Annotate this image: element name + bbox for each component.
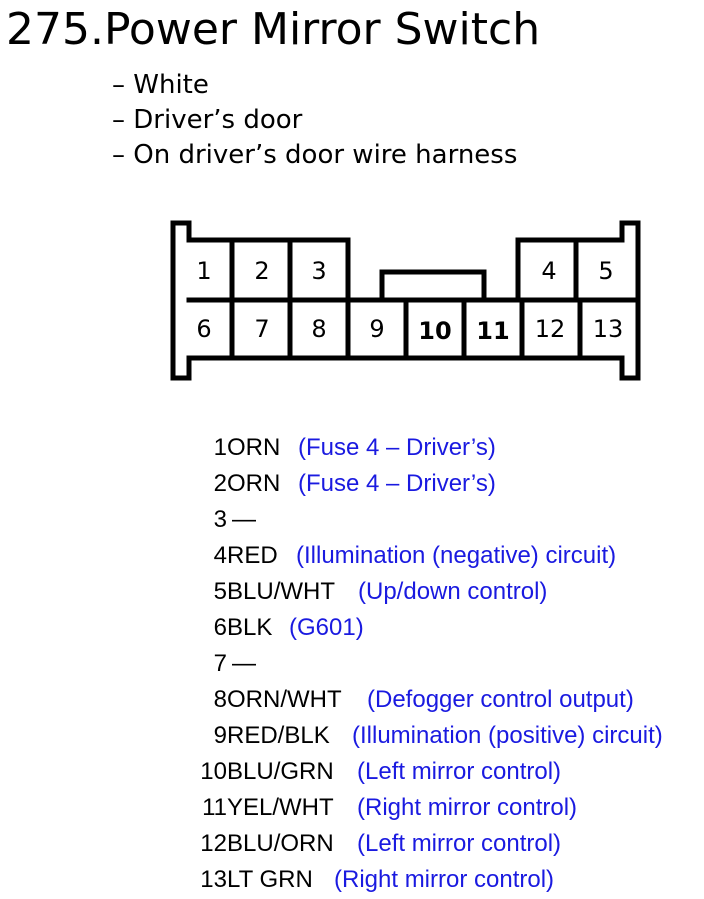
pin-number: 4	[213, 542, 227, 569]
pin-label-8: 8	[311, 315, 327, 343]
pin-wire-color: —	[232, 506, 256, 533]
pin-label-3: 3	[311, 257, 327, 285]
pin-wire-color: BLU/WHT	[227, 578, 335, 605]
pin-label-11: 11	[476, 317, 510, 345]
pin-wire-color: ORN	[227, 434, 281, 461]
pin-label-7: 7	[254, 315, 270, 343]
pin-wire-color: YEL/WHT	[227, 794, 334, 821]
pin-label-4: 4	[541, 257, 557, 285]
pin-row	[0, 682, 704, 718]
pin-wire-color: ORN/WHT	[227, 686, 342, 713]
pin-wire-color: LT GRN	[227, 866, 313, 893]
pin-description: (Illumination (positive) circuit)	[352, 722, 663, 749]
pin-label-1: 1	[196, 257, 212, 285]
detail-harness: – On driver’s door wire harness	[112, 140, 518, 170]
page-title: 275.Power Mirror Switch	[6, 4, 541, 55]
locking-tab	[382, 272, 484, 300]
pin-number: 3	[213, 506, 227, 533]
pin-description: (Defogger control output)	[367, 686, 634, 713]
pin-label-2: 2	[254, 257, 270, 285]
detail-location: – Driver’s door	[112, 105, 303, 135]
pin-number: 1	[213, 434, 227, 461]
pin-number: 11	[202, 794, 227, 821]
pin-description: (Right mirror control)	[357, 794, 578, 821]
pin-row	[0, 574, 704, 610]
connector-diagram	[0, 0, 704, 420]
pin-row	[0, 826, 704, 862]
pin-row	[0, 646, 704, 682]
pin-description: (Up/down control)	[358, 578, 548, 605]
pin-row	[0, 430, 704, 466]
pin-wire-color: ORN	[227, 470, 281, 497]
pin-wire-color: BLU/ORN	[227, 830, 334, 857]
pin-row	[0, 790, 704, 826]
pin-number: 12	[200, 830, 227, 857]
pin-label-12: 12	[534, 315, 566, 343]
pin-number: 10	[200, 758, 227, 785]
pin-row	[0, 538, 704, 574]
pin-description: (Fuse 4 – Driver’s)	[298, 434, 496, 461]
pin-row	[0, 718, 704, 754]
pin-number: 7	[213, 650, 227, 677]
detail-color: – White	[112, 70, 209, 100]
pin-row	[0, 610, 704, 646]
pin-row	[0, 862, 704, 898]
pin-number: 5	[213, 578, 227, 605]
pin-description: (Left mirror control)	[357, 758, 562, 785]
pin-description: (Illumination (negative) circuit)	[296, 542, 617, 569]
pin-wire-color: BLU/GRN	[227, 758, 334, 785]
pin-row	[0, 754, 704, 790]
pin-number: 9	[213, 722, 227, 749]
pin-description: (Left mirror control)	[357, 830, 562, 857]
pin-label-5: 5	[598, 257, 614, 285]
pin-description: (Fuse 4 – Driver’s)	[298, 470, 496, 497]
pin-wire-color: RED	[227, 542, 278, 569]
pin-label-9: 9	[369, 315, 385, 343]
pin-label-10: 10	[418, 317, 452, 345]
pin-number: 13	[200, 866, 227, 893]
pin-number: 6	[213, 614, 227, 641]
pin-wire-color: RED/BLK	[227, 722, 330, 749]
pin-description: (G601)	[289, 614, 364, 641]
pin-label-13: 13	[592, 315, 624, 343]
pin-label-6: 6	[196, 315, 212, 343]
pin-row	[0, 502, 704, 538]
pin-description: (Right mirror control)	[334, 866, 555, 893]
pin-wire-color: BLK	[227, 614, 273, 641]
pin-number: 2	[213, 470, 227, 497]
pin-row	[0, 466, 704, 502]
pin-wire-color: —	[232, 650, 256, 677]
bottom-row-cells	[232, 300, 580, 358]
pin-number: 8	[213, 686, 227, 713]
